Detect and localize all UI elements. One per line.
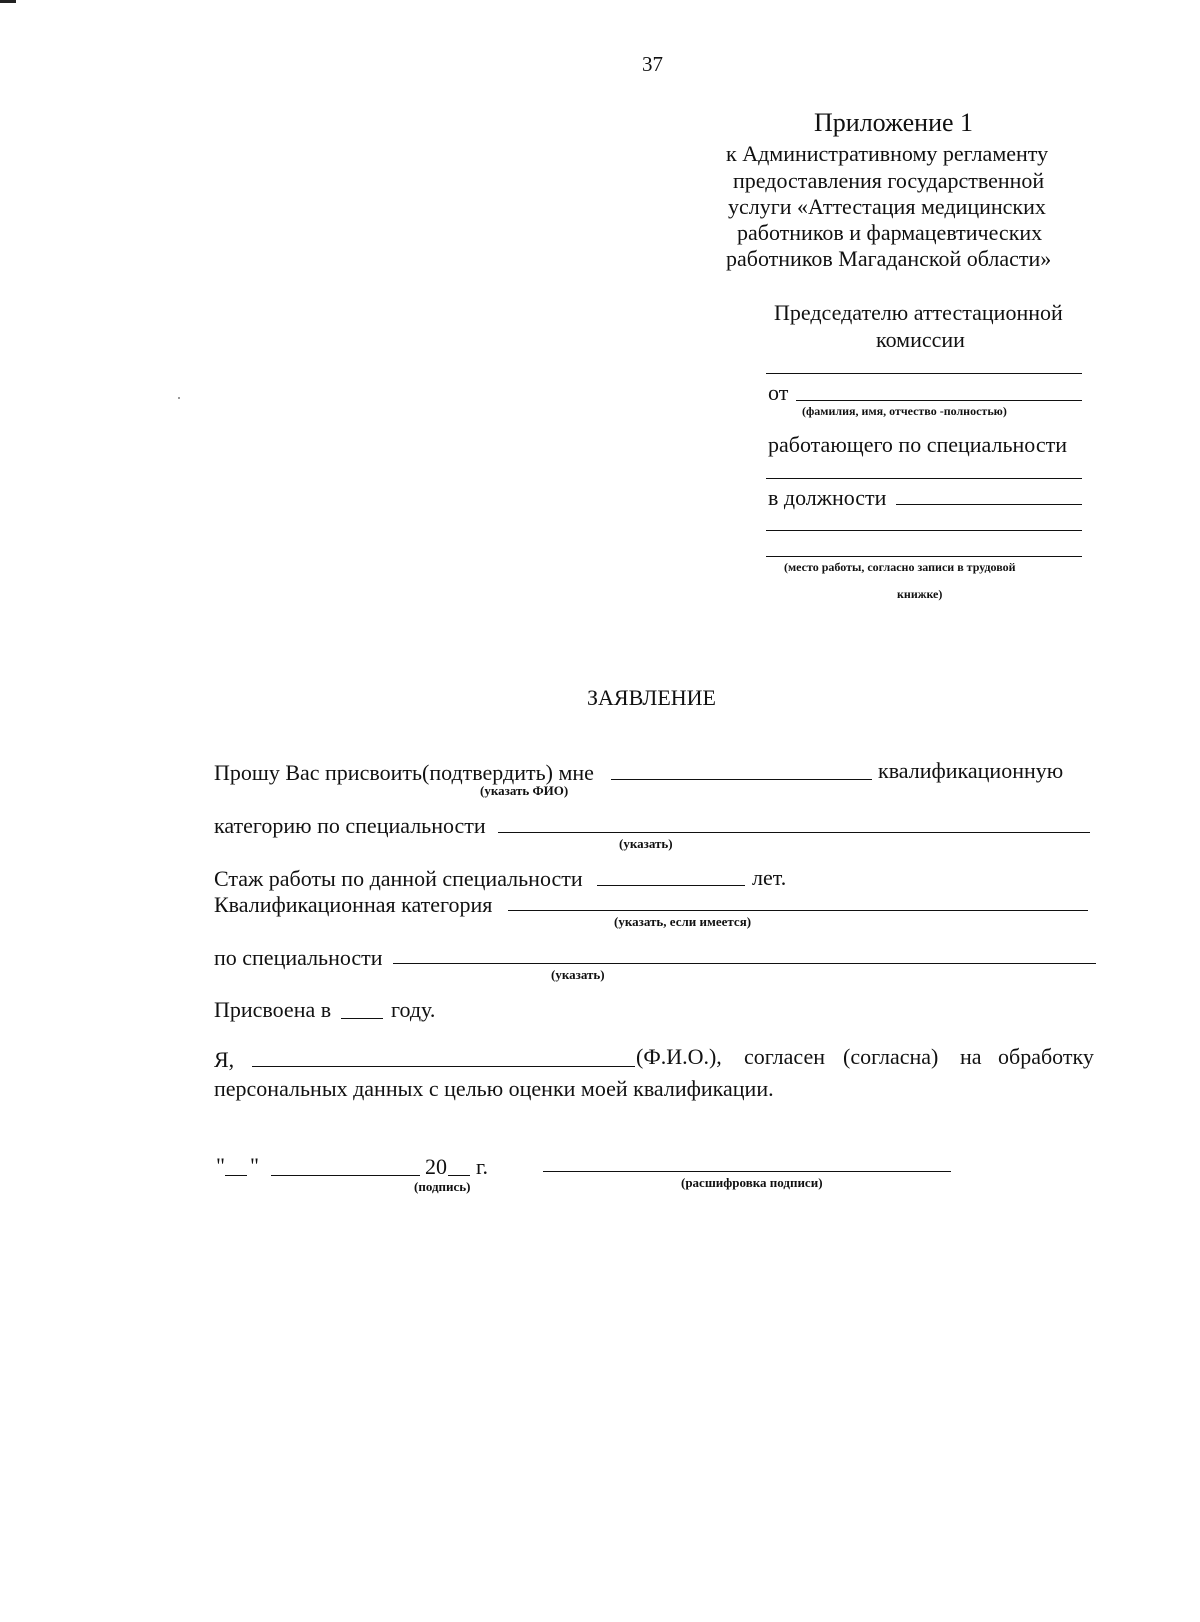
position-line — [896, 504, 1082, 505]
qualification-category-hint: (указать, если имеется) — [614, 914, 752, 929]
statement-title: ЗАЯВЛЕНИЕ — [587, 685, 716, 710]
appendix-title: Приложение 1 — [814, 108, 974, 137]
experience-label: Стаж работы по данной специальности — [214, 866, 583, 891]
workplace-hint-1: (место работы, согласно записи в трудовой — [784, 560, 1016, 574]
assigned-label: Присвоена в — [214, 997, 332, 1022]
addressee-blank-line — [766, 373, 1082, 374]
signature-hint: (подпись) — [414, 1179, 471, 1194]
assigned-year-line — [341, 1018, 383, 1019]
request-text: Прошу Вас присвоить(подтвердить) мне — [214, 760, 594, 785]
specialty-line — [766, 478, 1082, 479]
consent-fio: (Ф.И.О.), — [636, 1044, 722, 1069]
scan-edge-mark — [0, 0, 16, 3]
date-year-line — [448, 1175, 470, 1176]
category-specialty-line — [498, 832, 1090, 833]
date-quote-open: " — [216, 1153, 225, 1178]
consent-word: (согласна) — [843, 1044, 939, 1069]
from-fio-hint: (фамилия, имя, отчество -полностью) — [802, 404, 1007, 418]
addressee-line-2: комиссии — [876, 327, 965, 352]
workplace-line-1 — [766, 530, 1082, 531]
specialty-line-2 — [393, 963, 1096, 964]
date-day-line — [225, 1175, 247, 1176]
scan-speck — [178, 397, 180, 399]
appendix-line: услуги «Аттестация медицинских — [728, 194, 1046, 219]
date-quote-close: " — [250, 1153, 259, 1178]
signature-decryption-hint: (расшифровка подписи) — [681, 1175, 823, 1190]
date-year-prefix: 20 — [425, 1154, 447, 1179]
appendix-line: к Административному регламенту — [726, 141, 1049, 166]
assigned-label-end: году. — [391, 997, 436, 1022]
appendix-line: предоставления государственной — [733, 168, 1045, 193]
page-number: 37 — [642, 52, 663, 76]
qualification-category-label: Квалификационная категория — [214, 892, 493, 917]
consent-word: на — [960, 1044, 982, 1069]
category-specialty-label: категорию по специальности — [214, 813, 486, 838]
specialty-hint-2: (указать) — [551, 967, 605, 982]
date-month-line — [271, 1175, 420, 1176]
from-label: от — [768, 380, 789, 405]
consent-line-2: персональных данных с целью оценки моей квалификации. — [214, 1076, 774, 1101]
appendix-line: работников и фармацевтических — [737, 220, 1043, 245]
consent-word: обработку — [998, 1044, 1094, 1069]
date-year-suffix: г. — [476, 1154, 489, 1179]
position-label: в должности — [768, 485, 887, 510]
consent-fio-line — [252, 1066, 635, 1067]
from-fio-line — [796, 400, 1082, 401]
experience-line — [597, 885, 745, 886]
request-fio-hint: (указать ФИО) — [480, 783, 569, 798]
consent-word: согласен — [744, 1044, 825, 1069]
consent-start: Я, — [214, 1047, 235, 1072]
specialty-label: работающего по специальности — [768, 432, 1067, 457]
addressee-line-1: Председателю аттестационной — [774, 300, 1063, 325]
signature-decryption-line — [543, 1171, 951, 1172]
specialty-label-2: по специальности — [214, 945, 383, 970]
qualification-category-line — [508, 910, 1088, 911]
workplace-line-2 — [766, 556, 1082, 557]
experience-unit: лет. — [752, 865, 787, 890]
request-text-end: квалификационную — [878, 758, 1064, 783]
appendix-line: работников Магаданской области» — [726, 246, 1052, 271]
category-specialty-hint: (указать) — [619, 836, 673, 851]
workplace-hint-2: книжке) — [897, 587, 943, 601]
request-fio-line — [611, 779, 872, 780]
